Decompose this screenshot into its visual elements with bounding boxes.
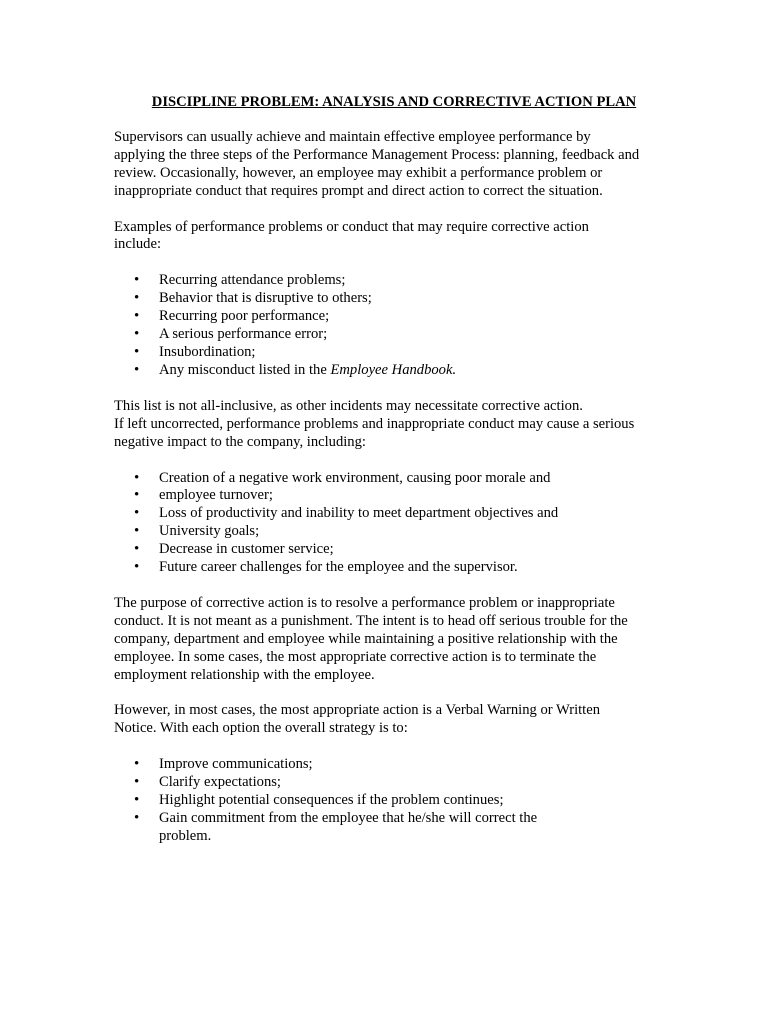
list-item: • Creation of a negative work environment, causing poor morale and [114, 470, 674, 488]
impact-list [114, 470, 674, 577]
text-line: review. Occasionally, however, an employee may exhibit a performance problem or [114, 164, 603, 181]
bullet-icon [134, 756, 139, 774]
bullet-icon [134, 487, 139, 505]
bullet-icon [134, 792, 139, 810]
list-item: • Decrease in customer service; [114, 541, 674, 559]
strategy-paragraph [114, 702, 674, 738]
text-line: Examples of performance problems or conduct that may require corrective action [114, 218, 589, 235]
list-item: • Recurring attendance problems; [114, 272, 674, 290]
text-line: employee. In some cases, the most appropriate corrective action is to terminate the [114, 648, 597, 665]
bullet-icon [134, 470, 139, 488]
bullet-icon [134, 559, 139, 577]
list-item: • Improve communications; [114, 756, 674, 774]
text-line: However, in most cases, the most appropriate action is a Verbal Warning or Written [114, 702, 601, 719]
impact-paragraph [114, 398, 674, 452]
bullet-icon [134, 774, 139, 792]
list-item: • Future career challenges for the employee and the supervisor. [114, 559, 674, 577]
list-item: • Behavior that is disruptive to others; [114, 290, 674, 308]
text-line: If left uncorrected, performance problems and inappropriate conduct may cause a serious [114, 415, 635, 432]
bullet-icon [134, 523, 139, 541]
bullet-icon [134, 505, 139, 523]
text-line: inappropriate conduct that requires prompt and direct action to correct the situation. [114, 182, 603, 199]
list-item: • Clarify expectations; [114, 774, 674, 792]
list-item: • Insubordination; [114, 344, 674, 362]
text-line: employment relationship with the employee. [114, 666, 375, 683]
list-item: • employee turnover; [114, 487, 674, 505]
handbook-reference: Employee Handbook. [330, 361, 457, 378]
text-line: negative impact to the company, including: [114, 433, 366, 450]
bullet-icon [134, 810, 139, 828]
bullet-icon [134, 308, 139, 326]
bullet-icon [134, 272, 139, 290]
bullet-icon [134, 362, 139, 380]
intro-paragraph [114, 129, 674, 201]
text-line: The purpose of corrective action is to resolve a performance problem or inappropriate [114, 594, 615, 611]
text-line: This list is not all-inclusive, as other incidents may necessitate corrective action. [114, 397, 583, 414]
strategy-list [114, 756, 674, 846]
bullet-icon [134, 541, 139, 559]
list-item: • University goals; [114, 523, 674, 541]
bullet-icon [134, 290, 139, 308]
text-line: company, department and employee while maintaining a positive relationship with the [114, 630, 618, 647]
text-line: Notice. With each option the overall strategy is to: [114, 720, 408, 737]
text-line: conduct. It is not meant as a punishment. The intent is to head off serious trouble for the [114, 612, 628, 629]
text-line: include: [114, 236, 162, 253]
purpose-paragraph [114, 595, 674, 685]
text-line: applying the three steps of the Performance Management Process: planning, feedback and [114, 146, 640, 163]
list-item: • Loss of productivity and inability to meet department objectives and [114, 505, 674, 523]
text-line: Supervisors can usually achieve and maintain effective employee performance by [114, 128, 591, 145]
examples-paragraph [114, 219, 674, 255]
document-title: DISCIPLINE PROBLEM: ANALYSIS AND CORRECTIVE ACTION PLAN [151, 94, 637, 110]
examples-list [114, 272, 674, 379]
list-item: • Any misconduct listed in the Employee Handbook. [114, 362, 674, 380]
list-item: • Gain commitment from the employee that he/she will correct the problem. [114, 810, 674, 846]
bullet-icon [134, 326, 139, 344]
list-item: • Recurring poor performance; [114, 308, 674, 326]
list-item: • Highlight potential consequences if the problem continues; [114, 792, 674, 810]
bullet-icon [134, 344, 139, 362]
list-item: • A serious performance error; [114, 326, 674, 344]
document-body [114, 94, 674, 864]
